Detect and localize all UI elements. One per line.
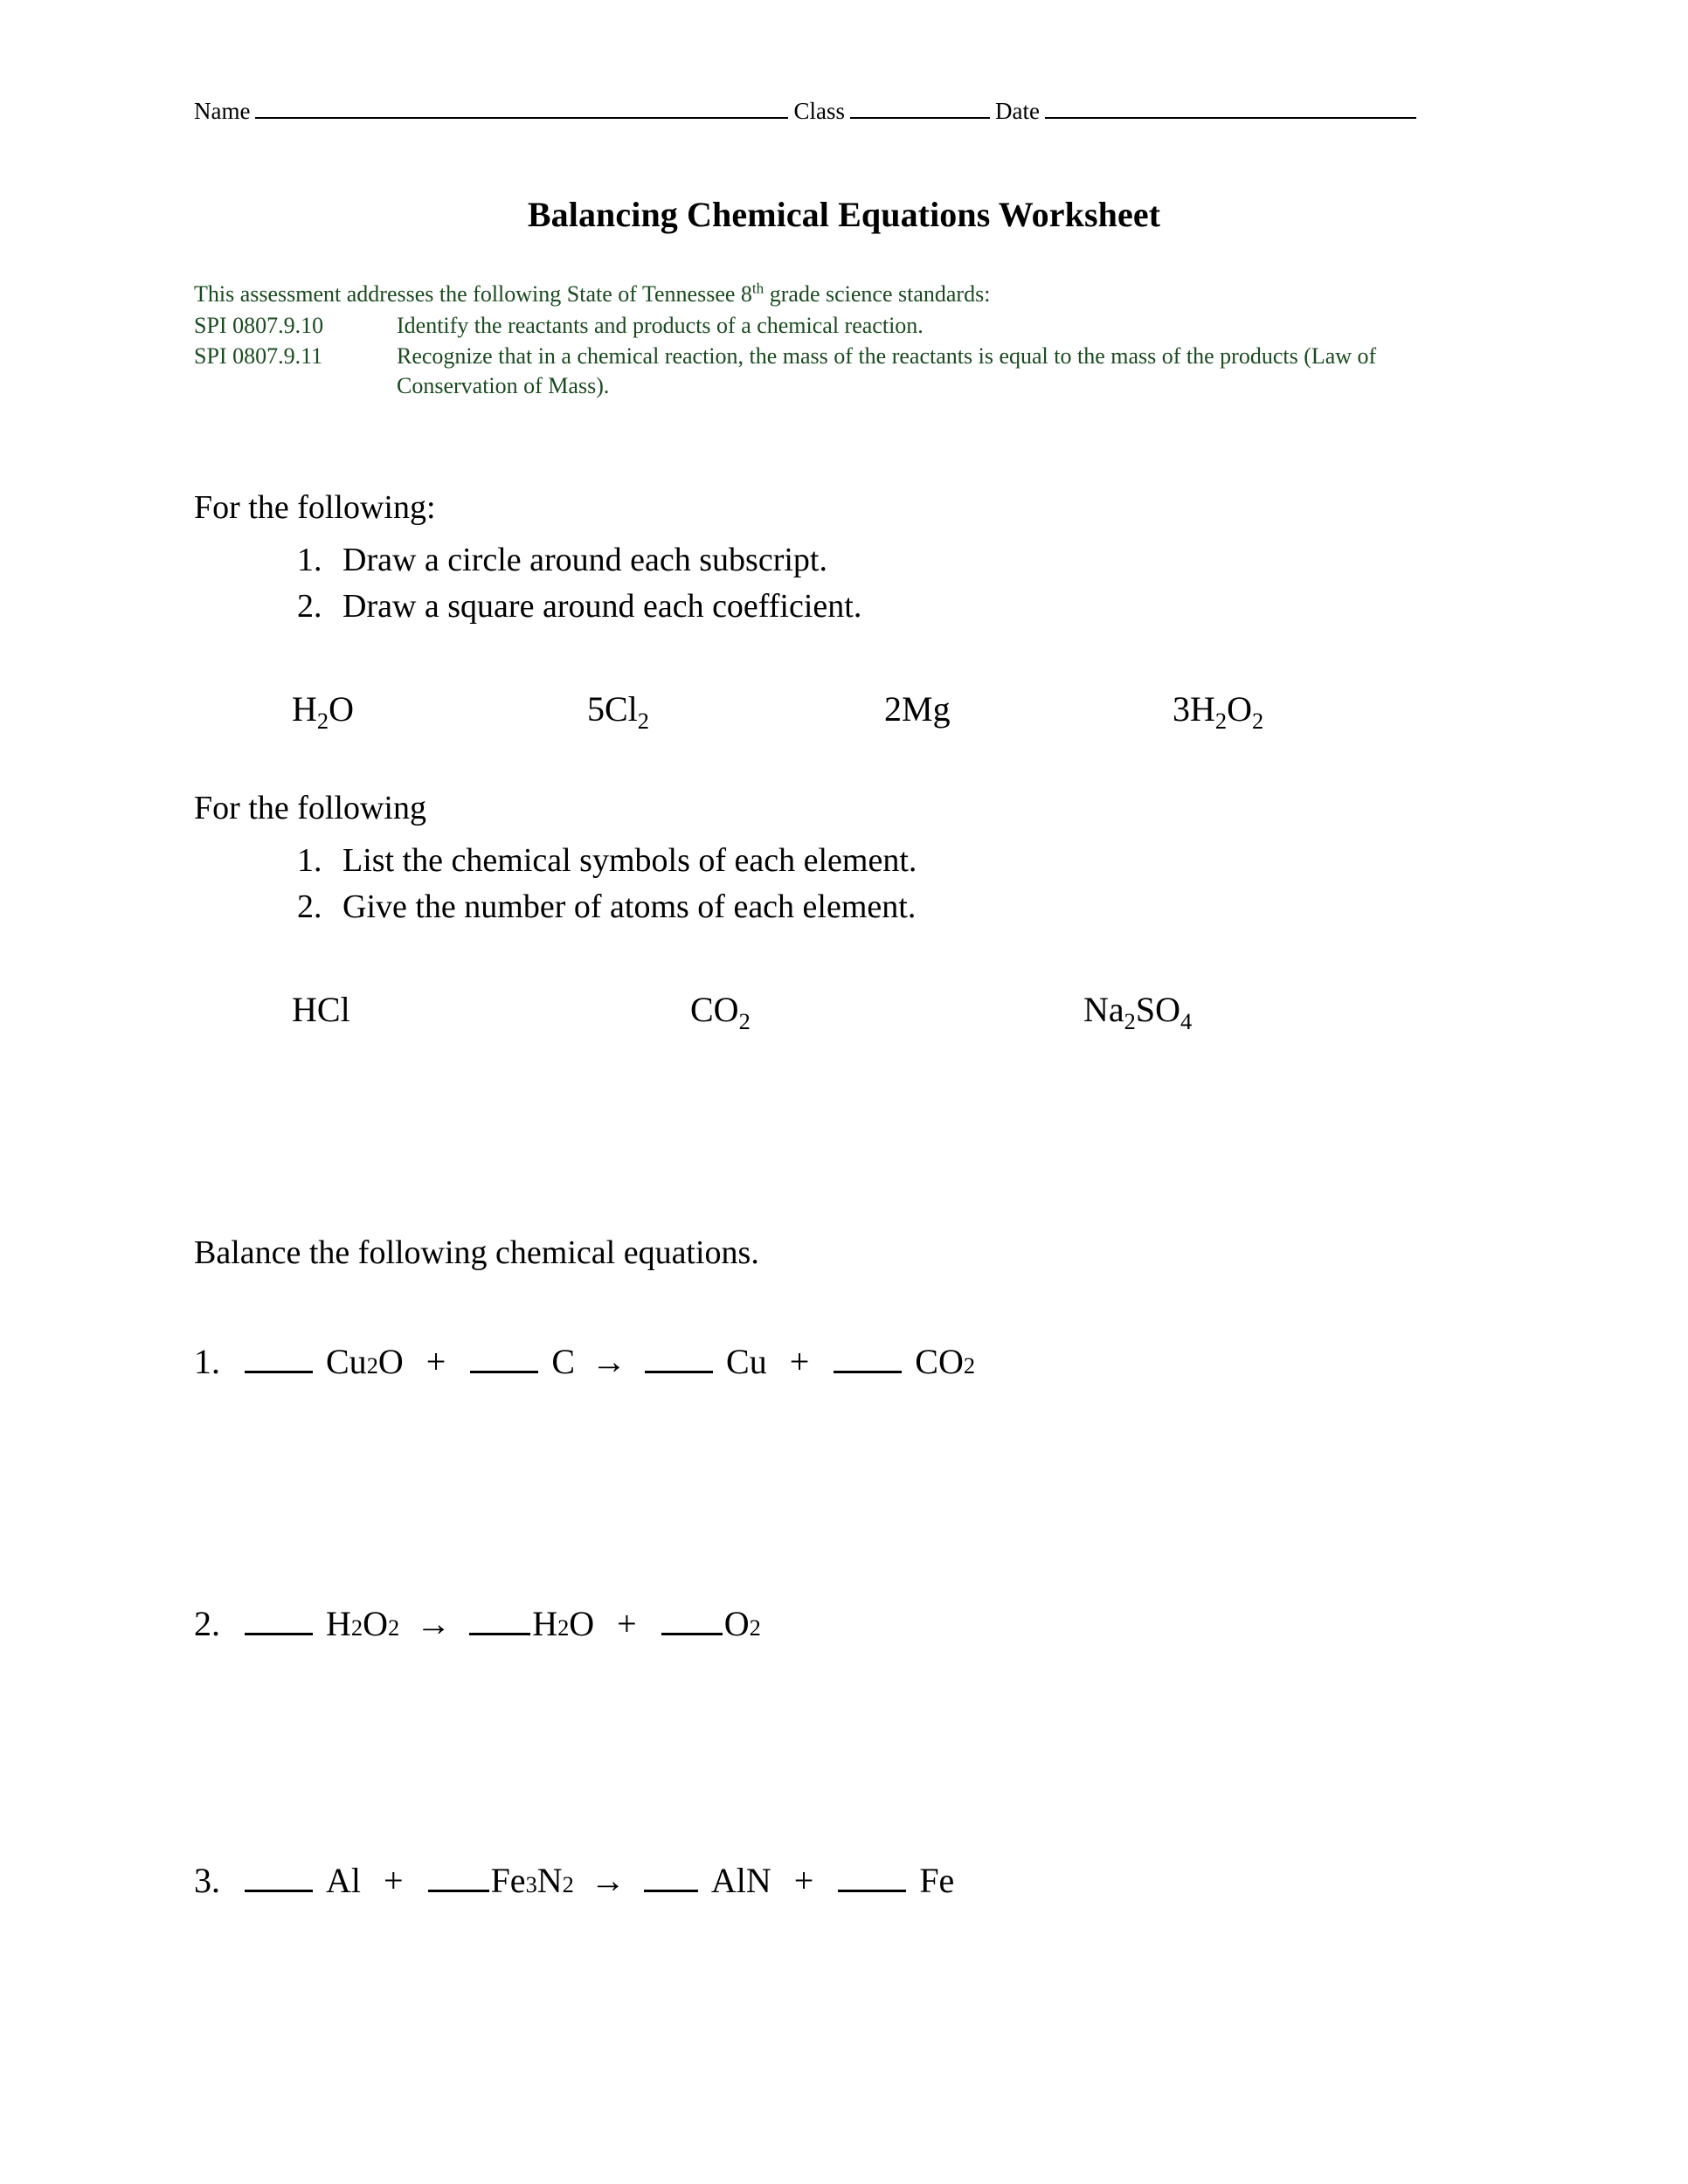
standards-block <box>194 280 1478 402</box>
equation-3: 3. Al + Fe 3 N 2 → AlN + Fe <box>194 1854 954 1901</box>
page-title: Balancing Chemical Equations Worksheet <box>527 195 1161 234</box>
plus-operator: + <box>793 1860 814 1900</box>
section1-list <box>297 543 861 636</box>
name-blank[interactable] <box>255 93 788 119</box>
list-item-number: 2. <box>297 588 322 625</box>
formula-subscript: 2 <box>738 1008 751 1034</box>
formula-part: O <box>723 1603 750 1643</box>
plus-operator: + <box>384 1860 404 1900</box>
formula-subscript: 4 <box>1180 1008 1193 1034</box>
reaction-arrow-icon: → <box>416 1603 452 1643</box>
formula-part: CO <box>690 990 739 1029</box>
ordinal-suffix: th <box>751 280 764 297</box>
formula-part: C <box>551 1341 576 1381</box>
coefficient-blank[interactable] <box>469 1597 530 1635</box>
equation-number: 1. <box>194 1341 220 1381</box>
equation-2: 2. H 2 O 2 → H 2 O + O 2 <box>194 1597 761 1644</box>
formula-part: Al <box>326 1860 361 1900</box>
section2-list <box>297 844 917 936</box>
student-info-row <box>194 93 1478 125</box>
formula-part: N <box>536 1860 563 1900</box>
plus-operator: + <box>617 1603 637 1643</box>
coefficient-blank[interactable] <box>834 1335 902 1373</box>
formula-part: AlN <box>710 1860 771 1900</box>
section1-heading: For the following: <box>194 489 436 526</box>
formula-part: Cu <box>326 1341 367 1381</box>
section2-heading: For the following <box>194 790 426 826</box>
coefficient-blank[interactable] <box>470 1335 538 1373</box>
list-item-number: 1. <box>297 542 322 578</box>
standard-text: Recognize that in a chemical reaction, the mass of the reactants is equal to the mass of the products (Law of Conservation of Mass). <box>397 342 1377 399</box>
formula-part: O <box>1227 689 1252 729</box>
list-item <box>297 543 861 577</box>
standard-text: Identify the reactants and products of a chemical reaction. <box>397 312 924 338</box>
plus-operator: + <box>425 1341 446 1381</box>
standard-code: SPI 0807.9.11 <box>194 342 323 369</box>
formula-part: SO <box>1135 990 1180 1029</box>
standard-item <box>194 342 1478 403</box>
plus-operator: + <box>789 1341 810 1381</box>
list-item <box>297 890 917 923</box>
class-label: Class <box>793 98 845 125</box>
coefficient-blank[interactable] <box>428 1854 489 1892</box>
list-item <box>297 844 917 877</box>
formula-part: H <box>532 1603 558 1643</box>
formula-part: H <box>326 1603 351 1643</box>
formula-part: 5Cl <box>587 689 638 729</box>
coefficient-blank[interactable] <box>245 1854 313 1892</box>
standard-code: SPI 0807.9.10 <box>194 312 324 338</box>
coefficient-blank[interactable] <box>661 1597 723 1635</box>
list-item-number: 1. <box>297 842 322 879</box>
section2-formula-row <box>194 989 1478 1038</box>
formula-part: Na <box>1083 990 1124 1029</box>
date-blank[interactable] <box>1045 93 1416 119</box>
formula-subscript: 2 <box>1214 708 1228 734</box>
coefficient-blank[interactable] <box>245 1335 313 1373</box>
standards-intro-before: This assessment addresses the following State of Tennessee 8 <box>194 281 752 307</box>
standards-intro <box>194 280 1478 310</box>
standard-item <box>194 311 1478 342</box>
formula-co2 <box>690 989 751 1034</box>
list-item-label: List the chemical symbols of each element. <box>342 842 917 879</box>
reaction-arrow-icon: → <box>591 1341 627 1381</box>
coefficient-blank[interactable] <box>245 1597 313 1635</box>
formula-subscript: 2 <box>637 708 649 734</box>
formula-2mg <box>884 688 951 729</box>
formula-part: Fe <box>490 1860 526 1900</box>
list-item-label: Give the number of atoms of each element. <box>342 888 917 925</box>
list-item <box>297 590 861 623</box>
equation-number: 2. <box>194 1603 220 1643</box>
formula-subscript: 2 <box>1251 708 1264 734</box>
date-label: Date <box>994 98 1040 125</box>
reaction-arrow-icon: → <box>590 1860 626 1900</box>
class-blank[interactable] <box>850 93 990 119</box>
formula-part: HCl <box>292 990 350 1029</box>
coefficient-blank[interactable] <box>645 1335 713 1373</box>
list-item-label: Draw a circle around each subscript. <box>342 542 827 578</box>
formula-part: O <box>377 1341 404 1381</box>
formula-part: Cu <box>726 1341 767 1381</box>
formula-part: Fe <box>919 1860 955 1900</box>
formula-hcl <box>292 989 350 1030</box>
section1-formula-row <box>194 688 1478 737</box>
standards-intro-after: grade science standards: <box>764 281 991 307</box>
formula-part: CO <box>915 1341 964 1381</box>
formula-part: O <box>363 1603 388 1643</box>
formula-subscript: 2 <box>1124 1008 1136 1034</box>
coefficient-blank[interactable] <box>644 1854 698 1892</box>
formula-part: 2Mg <box>884 689 951 729</box>
formula-part: O <box>329 689 354 729</box>
formula-h2o <box>292 688 354 734</box>
name-label: Name <box>194 98 251 125</box>
coefficient-blank[interactable] <box>838 1854 906 1892</box>
list-item-number: 2. <box>297 888 322 925</box>
list-item-label: Draw a square around each coefficient. <box>342 588 862 625</box>
formula-subscript: 2 <box>316 708 329 734</box>
section3-heading: Balance the following chemical equations. <box>194 1234 759 1271</box>
formula-part: 3H <box>1173 689 1215 729</box>
formula-part: O <box>569 1603 595 1643</box>
formula-3h2o2 <box>1173 688 1264 734</box>
formula-5cl2 <box>587 688 649 734</box>
equation-1: 1. Cu 2 O + C → Cu + CO 2 <box>194 1335 975 1382</box>
formula-part: H <box>292 689 317 729</box>
equation-number: 3. <box>194 1860 220 1900</box>
formula-na2so4 <box>1083 989 1193 1034</box>
